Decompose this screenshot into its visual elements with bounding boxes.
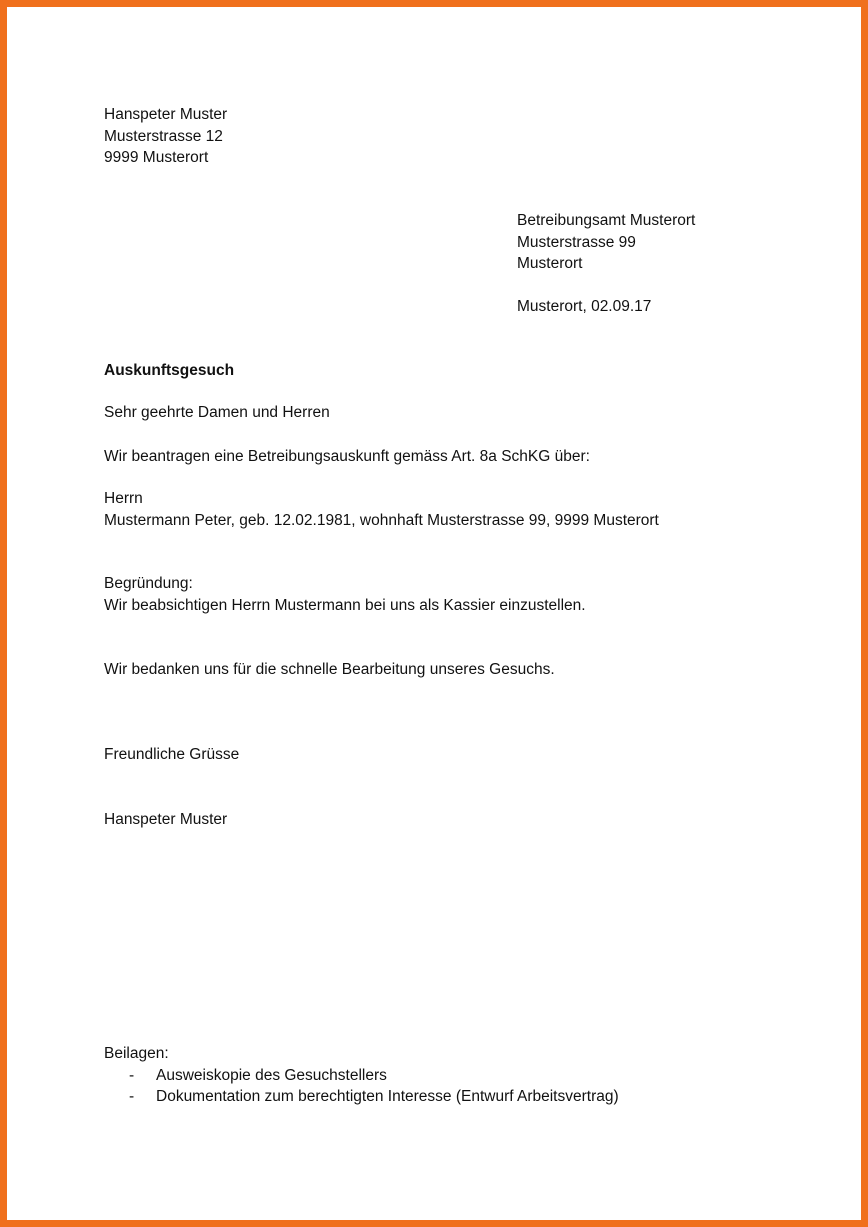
enclosure-item-text: Ausweiskopie des Gesuchstellers [156, 1066, 387, 1084]
subject-person-details: Mustermann Peter, geb. 12.02.1981, wohnhaft Musterstrasse 99, 9999 Musterort [104, 511, 659, 529]
enclosure-item-text: Dokumentation zum berechtigten Interesse (Entwurf Arbeitsvertrag) [156, 1088, 619, 1105]
subject-person-title: Herrn [104, 490, 143, 507]
bullet-dash: - [129, 1066, 135, 1084]
list-item [104, 1065, 619, 1087]
salutation: Sehr geehrte Damen und Herren [104, 404, 330, 421]
list-item [104, 1086, 619, 1108]
reason-label: Begründung: [104, 575, 193, 592]
recipient-city: Musterort [517, 255, 583, 272]
bullet-dash: - [129, 1088, 135, 1105]
letter-subject: Auskunftsgesuch [104, 362, 235, 379]
recipient-name: Betreibungsamt Musterort [517, 212, 696, 229]
date-line: Musterort, 02.09.17 [517, 298, 652, 315]
enclosures-label: Beilagen: [104, 1045, 169, 1062]
signature: Hanspeter Muster [104, 811, 228, 828]
recipient-street: Musterstrasse 99 [517, 233, 636, 251]
request-text: Wir beantragen eine Betreibungsauskunft gemäss Art. 8a SchKG über: [104, 448, 590, 465]
sender-address [104, 104, 227, 169]
sender-city: 9999 Musterort [104, 149, 209, 166]
reason-text: Wir beabsichtigen Herrn Mustermann bei uns als Kassier einzustellen. [104, 596, 586, 614]
subject-person [104, 488, 659, 531]
recipient-address [517, 210, 695, 275]
thanks-text: Wir bedanken uns für die schnelle Bearbeitung unseres Gesuchs. [104, 661, 555, 678]
closing: Freundliche Grüsse [104, 746, 240, 763]
sender-name: Hanspeter Muster [104, 106, 228, 123]
reason-section [104, 573, 586, 616]
enclosures-section [104, 1043, 619, 1108]
sender-street: Musterstrasse 12 [104, 127, 223, 145]
